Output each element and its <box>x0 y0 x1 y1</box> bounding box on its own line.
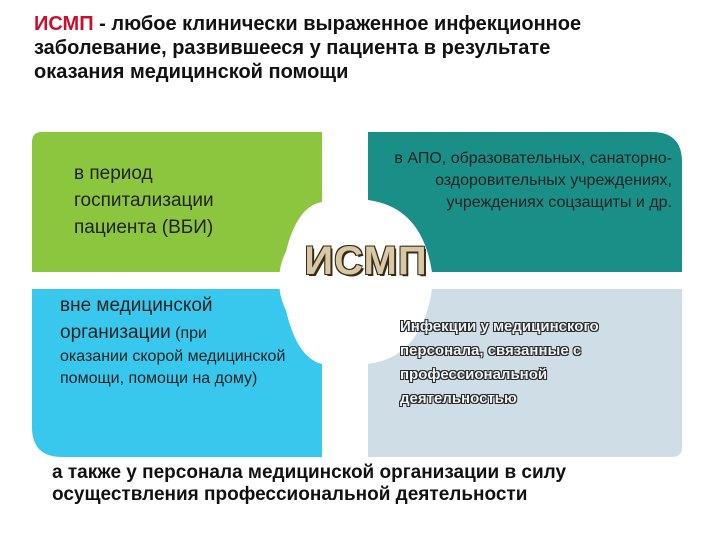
quadrant-bottom-left-text <box>60 292 320 390</box>
definition-body: - любое клинически выраженное инфекционное заболевание, развившееся у пациента в результате оказания медицинской помощи <box>34 13 582 83</box>
definition-abbreviation: ИСМП <box>34 13 94 35</box>
quadrant-top-right-text: в АПО, образовательных, санаторно-оздоровительных учреждениях, учреждениях соцзащиты и др. <box>394 150 672 211</box>
quadrant-bottom-left-detail: оказании скорой медицинской помощи, помощи на дому) <box>60 348 286 387</box>
quadrant-bottom-left-inline: (при <box>170 325 207 342</box>
quadrant-bottom-left-main: вне медицинской организации <box>60 295 213 343</box>
quadrant-bottom-right-text: Инфекции у медицинского персонала, связанные с профессиональной деятельностью <box>400 318 599 407</box>
footer-text: а также у персонала медицинской организации в силу осуществления профессиональной деятельности <box>52 462 567 505</box>
center-title: ИСМП <box>304 239 428 283</box>
quadrant-diagram <box>32 132 682 457</box>
definition-text <box>34 12 634 84</box>
quadrant-top-left-text: в период госпитализации пациента (ВБИ) <box>74 163 214 238</box>
